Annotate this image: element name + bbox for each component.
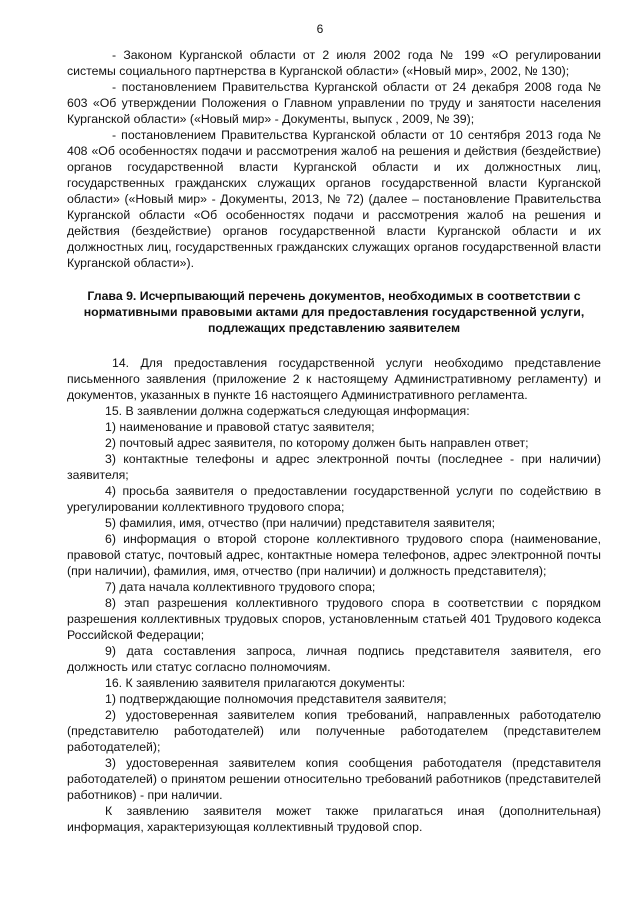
body-paragraph: 9) дата составления запроса, личная подпись представителя заявителя, его должность или статус согласно полномочиям. [67, 644, 601, 674]
chapter-heading: Глава 9. Исчерпывающий перечень документов, необходимых в соответствии с нормативными правовыми актами для предоставления государственной услуги, подлежащих представлению заявителем [83, 289, 585, 335]
body-paragraph: 7) дата начала коллективного трудового спора; [105, 580, 376, 594]
body-paragraph: К заявлению заявителя может также прилагаться иная (дополнительная) информация, характеризующая коллективный трудовой спор. [67, 804, 601, 834]
body-paragraph: 16. К заявлению заявителя прилагаются документы: [105, 676, 406, 690]
body-paragraph: 14. Для предоставления государственной услуги необходимо представление письменного заявления (приложение 2 к настоящему Административному регламенту) и документов, указанных в пункте 16 настоящего Административного регламента. [67, 356, 601, 402]
body-paragraph: 6) информация о второй стороне коллективного трудового спора (наименование, правовой статус, почтовый адрес, контактные номера телефонов, адрес электронной почты (при наличии), фамилия, имя, отчество (при наличии) и должность представителя); [67, 532, 601, 578]
body-paragraph: 3) контактные телефоны и адрес электронной почты (последнее - при наличии) заявителя; [67, 452, 601, 482]
body-paragraph: 4) просьба заявителя о предоставлении государственной услуги по содействию в урегулировании коллективного трудового спора; [67, 484, 601, 514]
body-paragraph: 3) удостоверенная заявителем копия сообщения работодателя (представителя работодателей) о принятом решении относительно требований работников (представителей работников) - при наличии. [67, 756, 601, 802]
body-paragraph: 8) этап разрешения коллективного трудового спора в соответствии с порядком разрешения коллективных трудовых споров, установленным статьей 401 Трудового кодекса Российской Федерации; [67, 596, 601, 642]
body-paragraph: 5) фамилия, имя, отчество (при наличии) представителя заявителя; [105, 516, 496, 530]
body-paragraph: 1) подтверждающие полномочия представителя заявителя; [105, 692, 447, 706]
body-paragraph: 1) наименование и правовой статус заявителя; [105, 420, 375, 434]
body-paragraph: 2) удостоверенная заявителем копия требований, направленных работодателю (представителю работодателей) или полученные работодателем (представителем работодателей); [67, 708, 601, 754]
law-reference-paragraph: - Законом Курганской области от 2 июля 2002 года № 199 «О регулировании системы социального партнерства в Курганской области» («Новый мир», 2002, № 130); [67, 48, 601, 78]
body-paragraph: 2) почтовый адрес заявителя, по которому должен быть направлен ответ; [105, 436, 529, 450]
page-number: 6 [316, 22, 324, 36]
document-body [67, 47, 601, 835]
body-paragraph: 15. В заявлении должна содержаться следующая информация: [105, 404, 470, 418]
law-reference-paragraph: - постановлением Правительства Курганской области от 24 декабря 2008 года № 603 «Об утверждении Положения о Главном управлении по труду и занятости населения Курганской области» («Новый мир» - Документы, выпуск , 2009, № 39); [67, 80, 601, 126]
law-reference-paragraph: - постановлением Правительства Курганской области от 10 сентября 2013 года № 408 «Об особенностях подачи и рассмотрения жалоб на решения и действия (бездействие) органов государственной власти Курганской области и их должностных лиц, государственных гражданских служащих органов государственной власти Курганской области» («Новый мир» - Документы, 2013, № 72) (далее – постановление Правительства Курганской области «Об особенностях подачи и рассмотрения жалоб на решения и действия (бездействие) органов государственной власти Курганской области и их должностных лиц, государственных гражданских служащих органов государственной власти Курганской области»). [67, 128, 601, 270]
